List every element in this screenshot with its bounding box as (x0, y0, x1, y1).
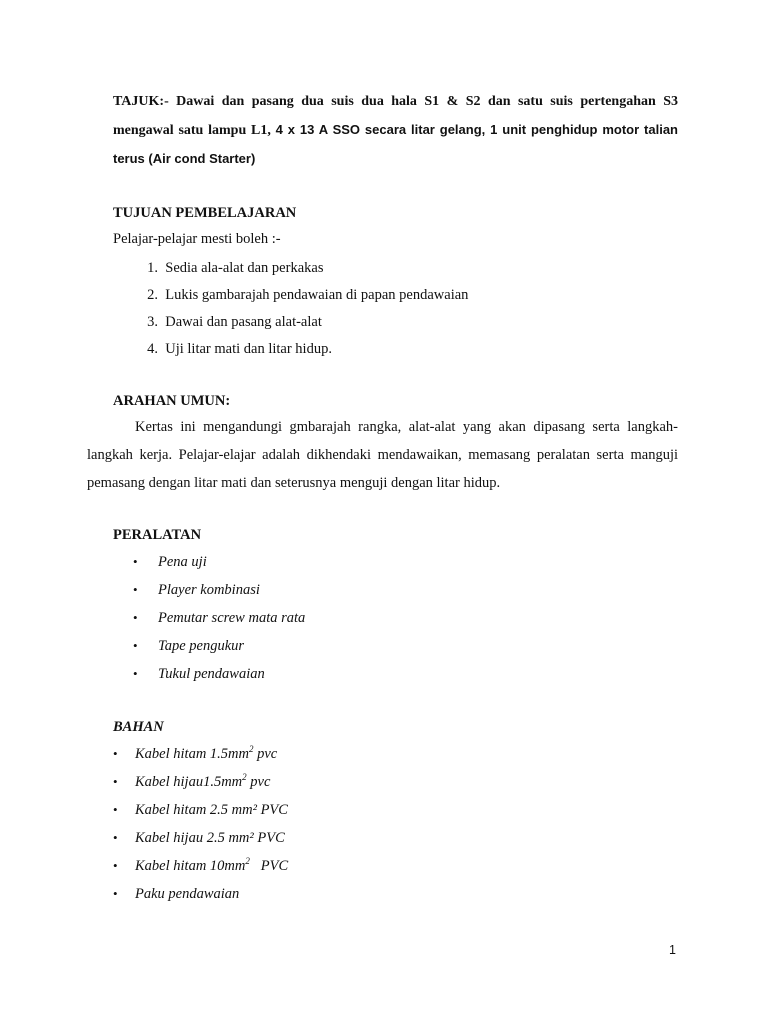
list-label: Kabel hitam 2.5 mm² PVC (135, 802, 288, 818)
list-item (113, 824, 288, 852)
superscript: 2 (242, 772, 247, 783)
superscript: 2 (248, 744, 254, 755)
bullet-icon: • (133, 638, 138, 653)
superscript: 2 (245, 856, 250, 867)
list-item (113, 309, 468, 336)
title-rest: 4 x 13 A SSO secara litar gelang, 1 unit penghidup motor talian terus (Air cond Starter) (113, 122, 678, 166)
list-label: Sedia ala-alat dan perkakas (165, 260, 324, 276)
list-label: Uji litar mati dan litar hidup. (165, 341, 332, 357)
bullet-icon: • (113, 858, 118, 873)
title-block (113, 88, 678, 174)
list-item (113, 768, 288, 796)
bullet-icon: • (113, 830, 118, 845)
list-number: 2. (147, 287, 158, 303)
tujuan-heading: TUJUAN PEMBELAJARAN (113, 205, 297, 221)
list-label: Kabel hijau1.5mm (135, 774, 243, 790)
arahan-text: Kertas ini mengandungi gmbarajah rangka, alat-alat yang akan dipasang serta langkah-langkah kerja. Pelajar-elajar adalah dikhendaki mendawaikan, memasang peralatan serta manguji pemasang dengan litar mati dan seterusnya menguji dengan litar hidup. (87, 419, 678, 491)
list-item (113, 604, 305, 632)
list-label: Kabel hijau 2.5 mm² PVC (135, 830, 285, 846)
bullet-icon: • (113, 802, 118, 817)
title-prefix: TAJUK:- Dawai dan pasang dua suis dua hala S1 & S2 dan satu suis pertengahan S3 mengawal satu lampu L1, (113, 94, 678, 138)
list-item (113, 796, 288, 824)
list-item (113, 548, 305, 576)
arahan-paragraph (87, 413, 678, 497)
peralatan-list (113, 548, 305, 688)
list-item (113, 282, 468, 309)
list-item (113, 336, 468, 363)
list-suffix: pvc (246, 774, 271, 790)
list-item (113, 660, 305, 688)
list-label: Tukul pendawaian (158, 666, 265, 682)
list-item (113, 880, 288, 908)
list-item (113, 576, 305, 604)
tujuan-intro: Pelajar-pelajar mesti boleh :- (113, 231, 281, 247)
bullet-icon: • (133, 582, 138, 597)
bullet-icon: • (113, 774, 118, 789)
bullet-icon: • (113, 886, 118, 901)
list-label: Tape pengukur (158, 638, 245, 654)
list-item (113, 740, 288, 768)
bahan-list (113, 740, 288, 908)
list-label: Pemutar screw mata rata (158, 610, 306, 626)
list-label: Pena uji (158, 554, 207, 570)
list-number: 1. (147, 260, 158, 276)
page-number: 1 (669, 943, 676, 957)
bullet-icon: • (113, 746, 118, 761)
list-label: Dawai dan pasang alat-alat (165, 314, 322, 330)
list-label: Player kombinasi (158, 582, 260, 598)
bahan-heading: BAHAN (113, 719, 164, 735)
list-label: Paku pendawaian (135, 886, 240, 902)
arahan-heading: ARAHAN UMUN: (113, 393, 231, 409)
list-label: Kabel hitam 1.5mm (135, 746, 249, 762)
list-item (113, 632, 305, 660)
list-label: Kabel hitam 10mm (135, 858, 246, 874)
list-label: Lukis gambarajah pendawaian di papan pendawaian (165, 287, 469, 303)
bullet-icon: • (133, 610, 138, 625)
list-number: 4. (147, 341, 158, 357)
bullet-icon: • (133, 554, 138, 569)
list-item (113, 255, 468, 282)
bullet-icon: • (133, 666, 138, 681)
list-item (113, 852, 288, 880)
tujuan-list (113, 255, 468, 363)
list-suffix: pvc (253, 746, 278, 762)
peralatan-heading: PERALATAN (113, 527, 202, 543)
list-suffix: PVC (249, 858, 289, 874)
list-number: 3. (147, 314, 158, 330)
